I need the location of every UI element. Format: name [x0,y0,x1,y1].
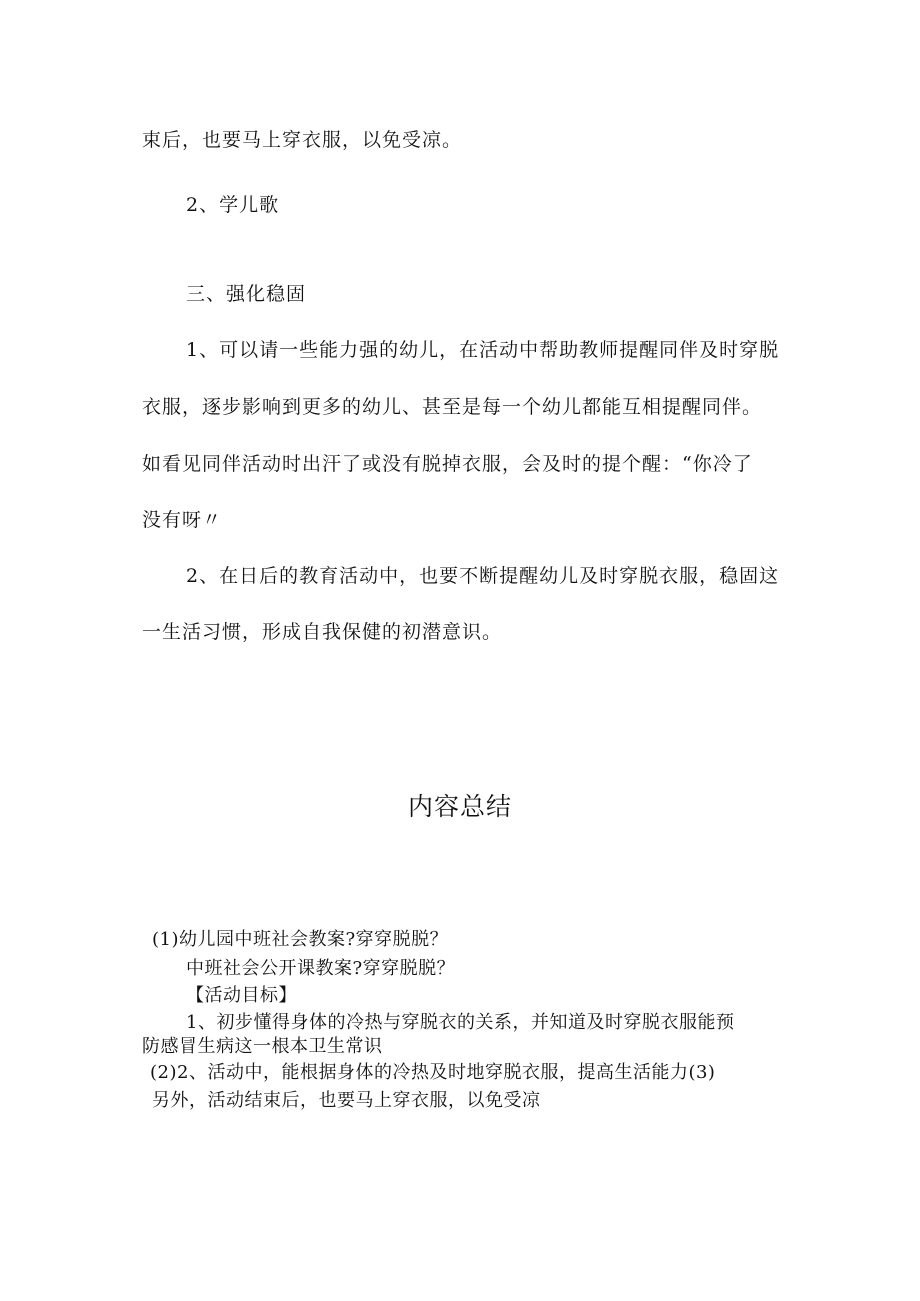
section-heading-consolidate: 三、强化稳固 [186,283,307,305]
summary-line-1: (1)幼儿园中班社会教案?穿穿脱脱？ [152,929,449,950]
summary-line-5: 防感冒生病这一根本卫生常识 [142,1036,383,1057]
body-line-song: 2、学儿歌 [186,194,280,216]
body-line-9: 一生活习惯，形成自我保健的初潜意识。 [142,621,503,643]
body-line-7: 没有呀〃 [142,509,223,531]
summary-heading: 内容总结 [407,792,512,821]
summary-line-7: 另外，活动结束后，也要马上穿衣服，以免受凉 [152,1090,541,1111]
body-line-6: 如看见同伴活动时出汗了或没有脱掉衣服，会及时的提个醒：“你冷了 [142,453,753,475]
summary-line-3: 【活动目标】 [186,985,297,1006]
summary-line-4: 1、初步懂得身体的冷热与穿脱衣的关系，并知道及时穿脱衣服能预 [186,1012,735,1033]
body-line-1: 束后，也要马上穿衣服，以免受凉。 [142,129,463,151]
body-line-4: 1、可以请一些能力强的幼儿，在活动中帮助教师提醒同伴及时穿脱 [186,339,780,361]
body-line-5: 衣服，逐步影响到更多的幼儿、甚至是每一个幼儿都能互相提醒同伴。 [142,396,763,418]
summary-line-2: 中班社会公开课教案?穿穿脱脱？ [186,958,456,979]
summary-line-6: (2)2、活动中，能根据身体的冷热及时地穿脱衣服，提高生活能力(3) [150,1062,716,1083]
body-line-8: 2、在日后的教育活动中，也要不断提醒幼儿及时穿脱衣服，稳固这 [186,565,780,587]
